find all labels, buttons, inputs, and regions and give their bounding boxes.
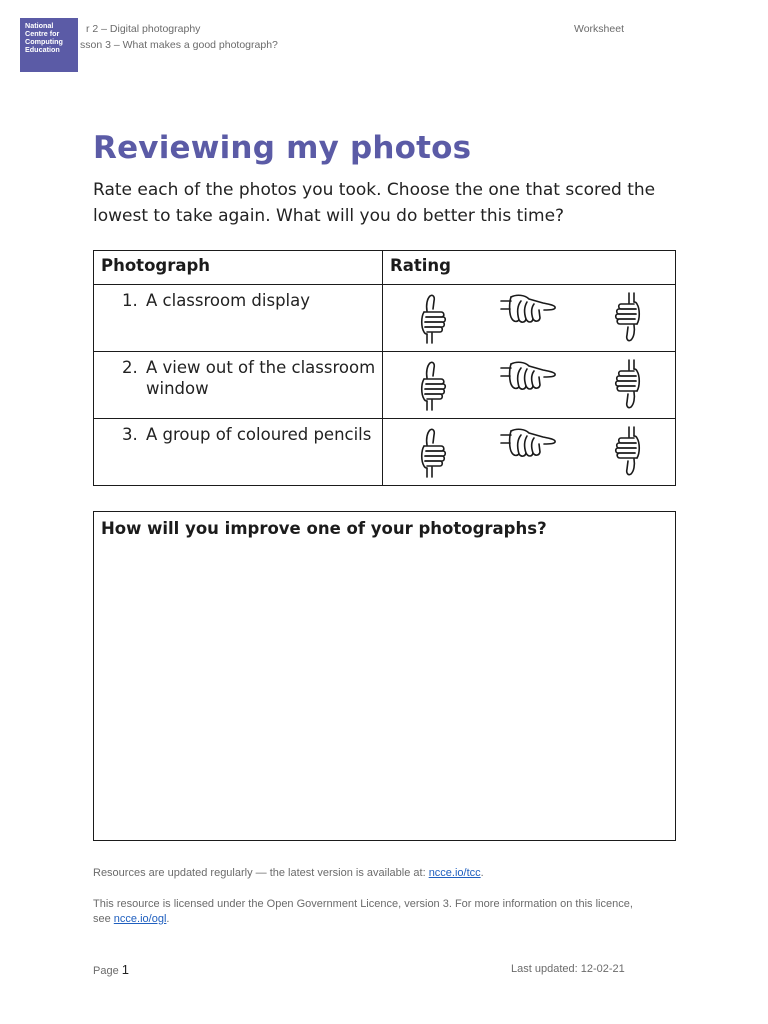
logo-line: Centre for bbox=[25, 29, 60, 38]
header-lesson: sson 3 – What makes a good photograph? bbox=[80, 39, 278, 51]
table-header-row bbox=[94, 251, 676, 285]
thumbs-sideways-icon[interactable] bbox=[499, 291, 559, 327]
thumbs-down-icon[interactable] bbox=[610, 425, 648, 479]
page-label: Page bbox=[93, 965, 122, 977]
logo-line: National bbox=[25, 21, 54, 30]
item-number: 2. bbox=[122, 358, 138, 377]
table-row bbox=[94, 419, 676, 486]
column-header-rating: Rating bbox=[383, 251, 676, 285]
logo-line: Computing bbox=[25, 37, 63, 46]
page-number bbox=[93, 962, 129, 977]
header-doc-type: Worksheet bbox=[574, 23, 624, 35]
improvement-question: How will you improve one of your photographs? bbox=[101, 519, 547, 538]
thumbs-up-icon[interactable] bbox=[413, 358, 451, 412]
improvement-box[interactable] bbox=[93, 511, 676, 841]
intro-text: Rate each of the photos you took. Choose the one that scored the lowest to take again. What will you do better this time? bbox=[93, 180, 656, 226]
thumbs-sideways-icon[interactable] bbox=[499, 425, 559, 461]
header-unit: r 2 – Digital photography bbox=[86, 23, 201, 35]
last-updated: Last updated: 12-02-21 bbox=[511, 963, 625, 975]
footer-update-end: . bbox=[480, 867, 484, 879]
thumbs-down-icon[interactable] bbox=[610, 358, 648, 412]
photo-cell bbox=[94, 352, 383, 419]
footer-licence-end: . bbox=[166, 913, 170, 925]
table-row bbox=[94, 285, 676, 352]
thumbs-up-icon[interactable] bbox=[413, 291, 451, 345]
item-number: 1. bbox=[122, 291, 138, 310]
footer-update-text: Resources are updated regularly — the latest version is available at: bbox=[93, 867, 429, 879]
photo-cell bbox=[94, 285, 383, 352]
thumbs-sideways-icon[interactable] bbox=[499, 358, 559, 394]
rating-table bbox=[93, 250, 676, 486]
table-row bbox=[94, 352, 676, 419]
ncce-logo bbox=[20, 18, 78, 72]
photo-cell bbox=[94, 419, 383, 486]
rating-cell bbox=[383, 285, 676, 352]
rating-cell bbox=[383, 419, 676, 486]
footer-licence-text: This resource is licensed under the Open Government Licence, version 3. For more information on this licence, see bbox=[93, 898, 633, 925]
page-title: Reviewing my photos bbox=[93, 130, 472, 166]
item-text: A group of coloured pencils bbox=[146, 425, 372, 444]
ncce-tcc-link[interactable]: ncce.io/tcc bbox=[428, 867, 481, 879]
item-text: A view out of the classroom window bbox=[146, 358, 376, 398]
item-text: A classroom display bbox=[146, 291, 311, 310]
ncce-ogl-link[interactable]: ncce.io/ogl bbox=[113, 913, 167, 925]
footer-licence-note bbox=[93, 897, 653, 927]
item-number: 3. bbox=[122, 425, 138, 444]
logo-line: Education bbox=[25, 45, 60, 54]
thumbs-up-icon[interactable] bbox=[413, 425, 451, 479]
rating-cell bbox=[383, 352, 676, 419]
page-number-value: 1 bbox=[121, 962, 129, 977]
thumbs-down-icon[interactable] bbox=[610, 291, 648, 345]
footer-update-note bbox=[93, 866, 484, 881]
column-header-photograph: Photograph bbox=[94, 251, 383, 285]
